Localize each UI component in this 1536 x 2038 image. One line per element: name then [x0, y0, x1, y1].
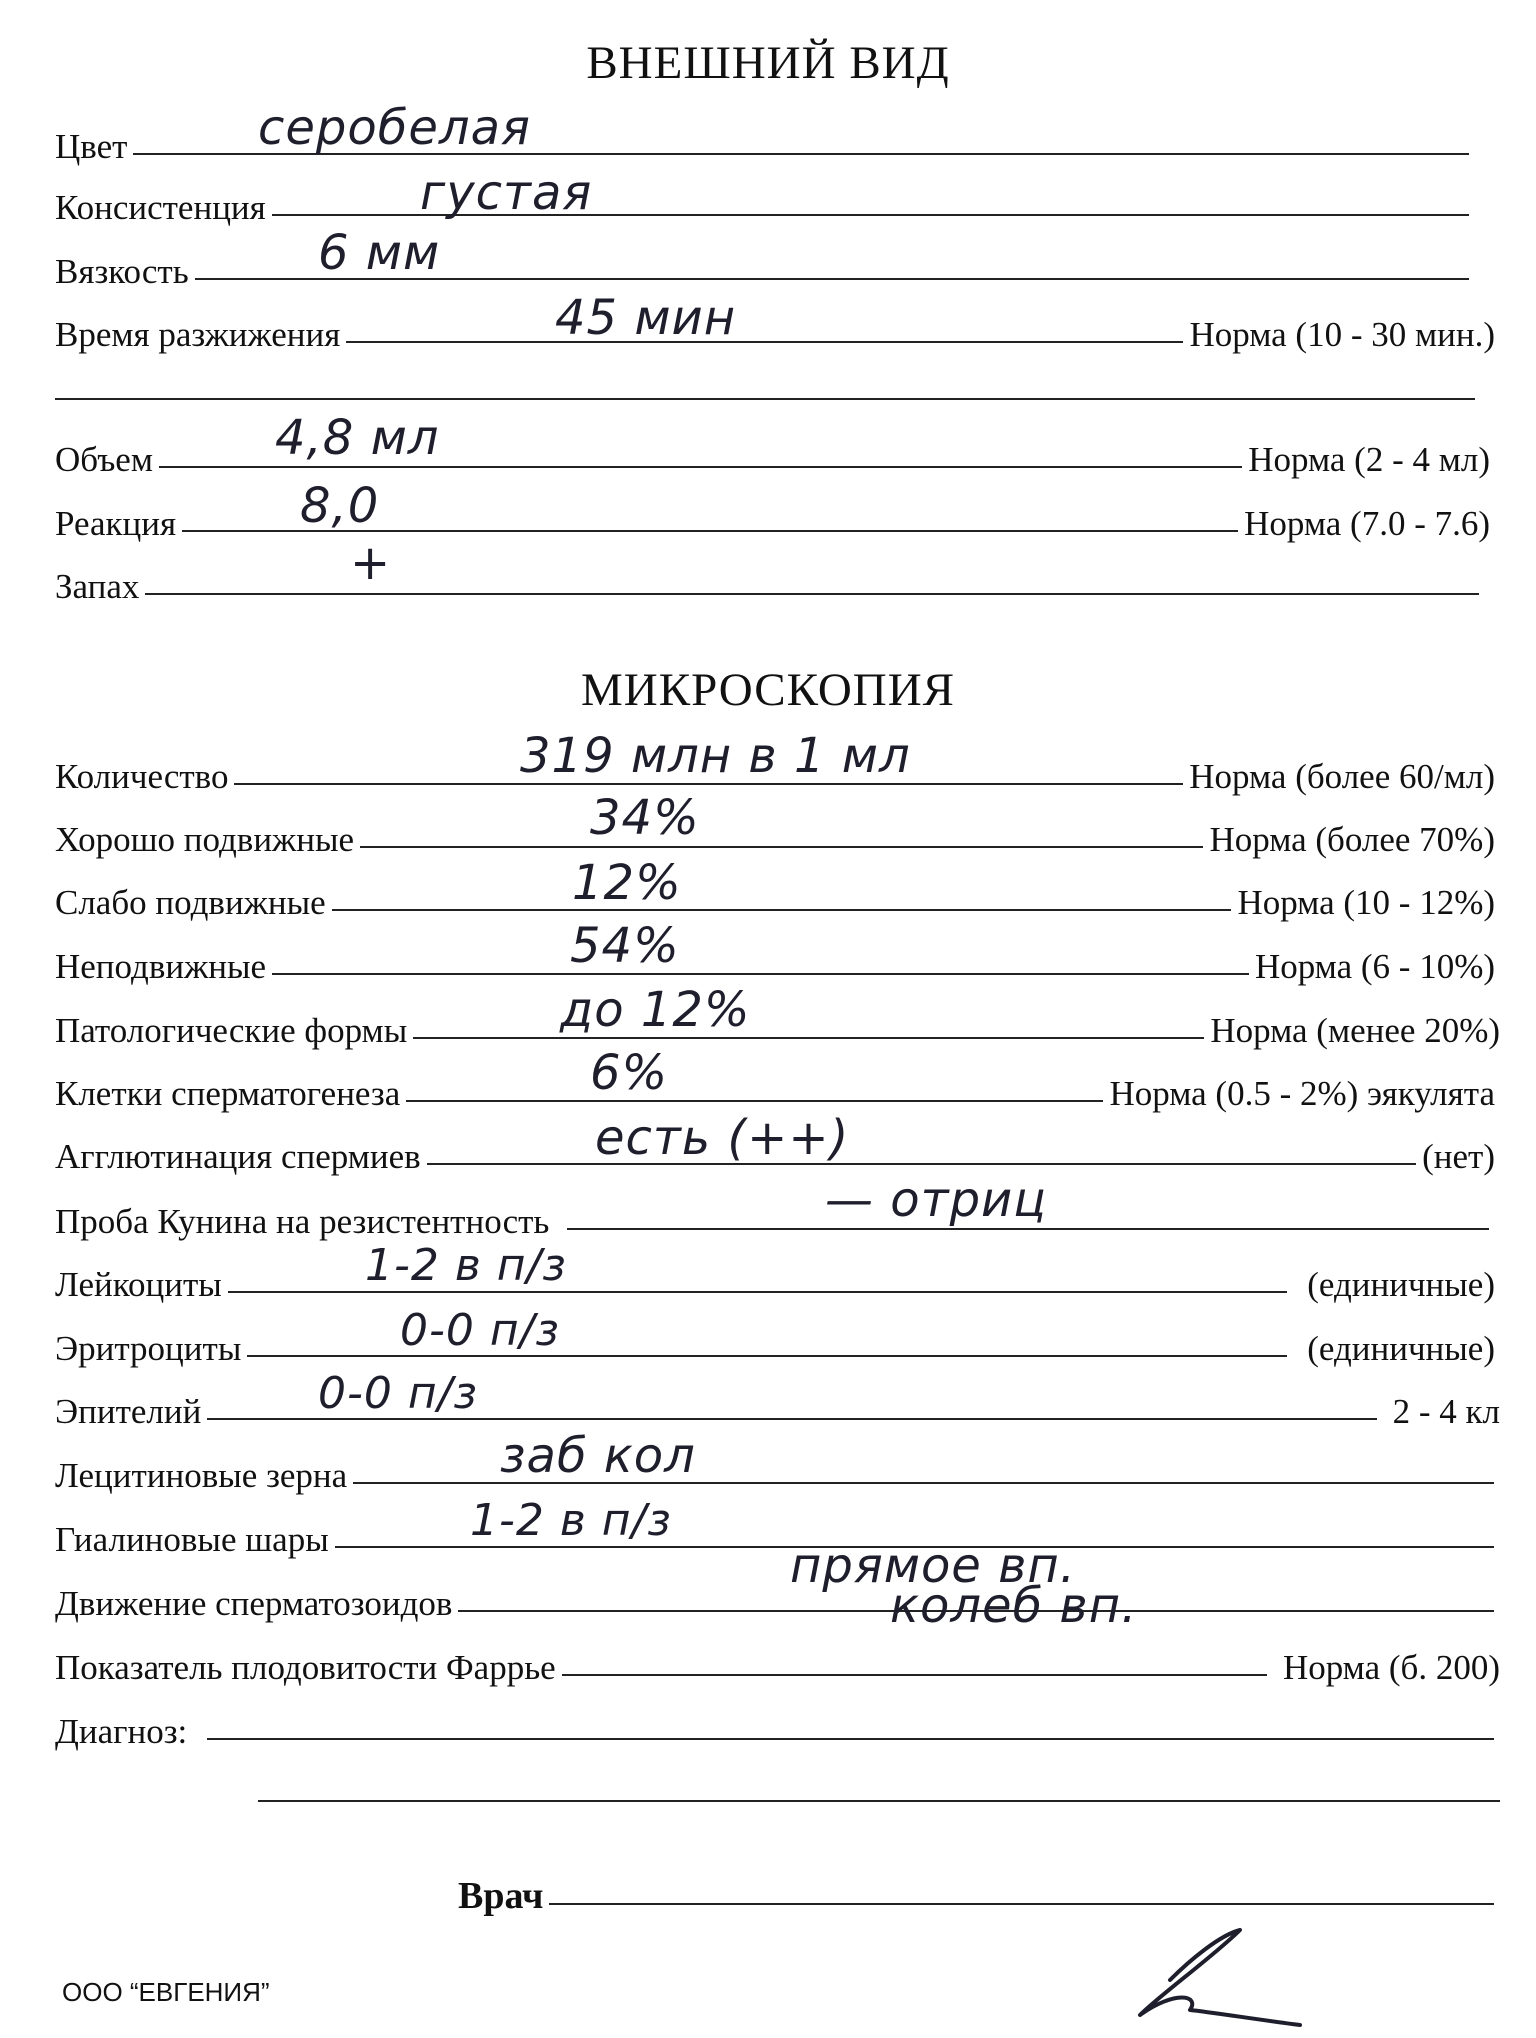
color-label: Цвет: [55, 127, 128, 166]
leukocytes-norm: (единичные): [1307, 1265, 1495, 1304]
good-motile-value: 34%: [590, 790, 700, 846]
smell-field: [145, 592, 1479, 595]
weak-motile-value: 12%: [572, 855, 682, 911]
leukocytes-label: Лейкоциты: [55, 1265, 222, 1304]
erythrocytes-label: Эритроциты: [55, 1329, 242, 1368]
viscosity-value: 6 мм: [318, 225, 441, 281]
doctor-signature: [1120, 1900, 1320, 2030]
reaction-label: Реакция: [55, 504, 177, 543]
consistency-label: Консистенция: [55, 188, 266, 227]
farrie-norm: Норма (б. 200): [1282, 1648, 1500, 1687]
count-label: Количество: [55, 757, 229, 796]
row-kunin: [55, 1202, 1495, 1242]
spermatogenesis-label: Клетки сперматогенеза: [55, 1074, 401, 1113]
agglutination-norm: (нет): [1422, 1137, 1495, 1176]
agglutination-label: Агглютинация спермиев: [55, 1137, 421, 1176]
diagnosis-blank-line: [258, 1800, 1500, 1802]
hyaline-value: 1-2 в п/з: [470, 1495, 672, 1546]
row-immotile: [55, 947, 1495, 987]
row-hyaline: [55, 1520, 1500, 1560]
liquefaction-norm: Норма (10 - 30 мин.): [1189, 315, 1495, 354]
volume-norm: Норма (2 - 4 мл): [1248, 440, 1490, 479]
row-epithelium: [55, 1392, 1500, 1432]
viscosity-label: Вязкость: [55, 252, 189, 291]
volume-value: 4,8 мл: [275, 410, 440, 466]
liquefaction-label: Время разжижения: [55, 315, 341, 354]
erythrocytes-norm: (единичные): [1307, 1329, 1495, 1368]
row-movement: [55, 1584, 1500, 1624]
row-weak-motile: [55, 883, 1495, 923]
epithelium-value: 0-0 п/з: [318, 1368, 478, 1419]
pathological-label: Патологические формы: [55, 1011, 408, 1050]
movement-label: Движение сперматозоидов: [55, 1584, 453, 1623]
movement-value-line2: колеб вп.: [890, 1578, 1138, 1634]
row-diagnosis: [55, 1712, 1500, 1752]
reaction-value: 8,0: [300, 478, 380, 534]
row-smell: [55, 567, 1485, 607]
weak-motile-norm: Норма (10 - 12%): [1237, 883, 1495, 922]
doctor-field: [549, 1902, 1494, 1905]
diagnosis-label: Диагноз:: [55, 1712, 188, 1751]
agglutination-value: есть (++): [595, 1110, 850, 1166]
row-spermatogenesis: [55, 1074, 1495, 1114]
leukocytes-value: 1-2 в п/з: [365, 1240, 567, 1291]
diagnosis-field: [207, 1737, 1494, 1740]
row-viscosity: [55, 252, 1475, 292]
microscopy-title: МИКРОСКОПИЯ: [580, 664, 955, 716]
erythrocytes-value: 0-0 п/з: [400, 1305, 560, 1356]
color-value: серобелая: [258, 100, 531, 156]
doctor-label: Врач: [458, 1875, 544, 1917]
pathological-field: [413, 1036, 1204, 1039]
row-consistency: [55, 188, 1475, 228]
farrie-label: Показатель плодовитости Фаррье: [55, 1648, 556, 1687]
good-motile-field: [360, 845, 1203, 848]
kunin-label: Проба Кунина на резистентность: [55, 1202, 550, 1241]
row-lecithin: [55, 1456, 1500, 1496]
liquefaction-field: [346, 340, 1183, 343]
epithelium-norm: 2 - 4 кл: [1392, 1392, 1500, 1431]
consistency-value: густая: [420, 165, 593, 221]
row-farrie: [55, 1648, 1500, 1688]
movement-value-line1: прямое вп.: [790, 1538, 1077, 1594]
good-motile-label: Хорошо подвижные: [55, 820, 355, 859]
appearance-title: ВНЕШНИЙ ВИД: [586, 37, 950, 89]
count-norm: Норма (более 60/мл): [1189, 757, 1495, 796]
volume-label: Объем: [55, 440, 153, 479]
good-motile-norm: Норма (более 70%): [1209, 820, 1495, 859]
weak-motile-field: [332, 908, 1232, 911]
row-pathological: [55, 1011, 1500, 1051]
row-erythrocytes: [55, 1329, 1495, 1369]
row-liquefaction: [55, 315, 1495, 355]
immotile-label: Неподвижные: [55, 947, 267, 986]
spermatogenesis-value: 6%: [590, 1045, 669, 1101]
weak-motile-label: Слабо подвижные: [55, 883, 326, 922]
lecithin-value: заб кол: [500, 1428, 696, 1484]
spermatogenesis-norm: Норма (0.5 - 2%) эякулята: [1109, 1074, 1495, 1113]
agglutination-field: [427, 1162, 1416, 1165]
company-name: ООО “ЕВГЕНИЯ”: [62, 1977, 270, 2007]
appearance-blank-line: [55, 398, 1475, 400]
row-reaction: [55, 504, 1490, 544]
row-doctor: [458, 1874, 1500, 1918]
immotile-field: [272, 972, 1249, 975]
count-value: 319 млн в 1 мл: [520, 728, 911, 784]
liquefaction-value: 45 мин: [555, 290, 737, 346]
pathological-norm: Норма (менее 20%): [1210, 1011, 1500, 1050]
row-volume: [55, 440, 1490, 480]
immotile-norm: Норма (6 - 10%): [1254, 947, 1495, 986]
reaction-norm: Норма (7.0 - 7.6): [1244, 504, 1490, 543]
smell-label: Запах: [55, 567, 140, 606]
pathological-value: до 12%: [560, 982, 751, 1038]
farrie-field: [562, 1673, 1267, 1676]
spermatogenesis-field: [406, 1099, 1103, 1102]
row-good-motile: [55, 820, 1495, 860]
smell-value: +: [350, 535, 392, 591]
immotile-value: 54%: [570, 918, 680, 974]
kunin-value: — отриц: [825, 1172, 1047, 1228]
row-leukocytes: [55, 1265, 1495, 1305]
hyaline-label: Гиалиновые шары: [55, 1520, 329, 1559]
epithelium-label: Эпителий: [55, 1392, 202, 1431]
lecithin-label: Лецитиновые зерна: [55, 1456, 348, 1495]
